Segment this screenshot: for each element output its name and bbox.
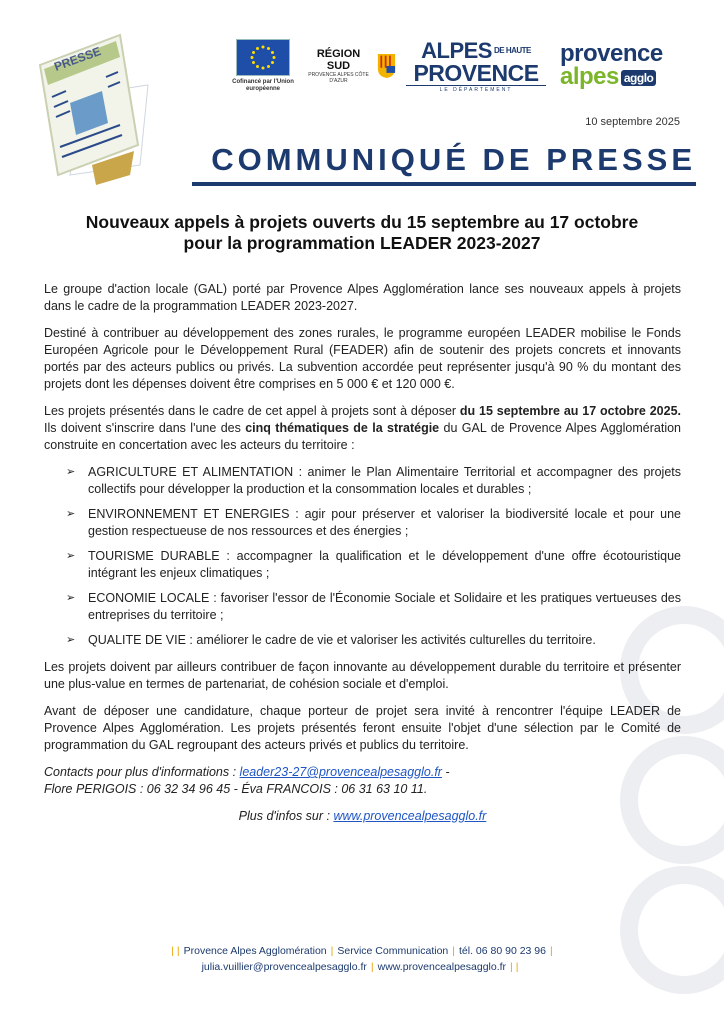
list-item (44, 590, 681, 624)
eu-caption: Cofinancé par l'Union européenne (232, 79, 294, 92)
more-info (44, 808, 681, 825)
region-name-line2: SUD (326, 60, 351, 72)
provence-alpes-agglo-logo (560, 40, 688, 90)
list-item (44, 632, 681, 649)
footer-separator: | (370, 961, 374, 973)
dates-text-a: Les projets présentés dans le cadre de cet appel à projets sont à déposer (44, 404, 460, 418)
title-underline-bar (192, 182, 696, 186)
footer-service: Service Communication (337, 945, 449, 957)
contacts-people: Flore PERIGOIS : 06 32 34 96 45 - Éva FRANCOIS : 06 31 63 10 11. (44, 782, 428, 796)
contacts-block (44, 764, 681, 798)
paragraph-intro: Le groupe d'action locale (GAL) porté par Provence Alpes Agglomération lance ses nouveaux appels à projets dans le cadre de la programmation LEADER 2023-2027. (44, 282, 681, 313)
pa-word-alpes: alpes (560, 63, 619, 90)
region-name (304, 48, 373, 84)
arrow-bullet-icon: ➢ (66, 634, 76, 646)
eu-flag-icon (236, 39, 290, 76)
arrow-bullet-icon: ➢ (66, 508, 76, 520)
paragraph-program: Destiné à contribuer au développement des zones rurales, le programme européen LEADER mobilise le Fonds Européen Agricole pour le Développement Rural (FEADER) afin de soutenir des projets concrets et innovants portés par des acteurs publics ou privés. La subvention accordée peut représenter jusqu'à 90 % du montant des projets dont les dépenses doivent être comprises en 5 000 € et 120 000 €. (44, 326, 681, 391)
contacts-label: Contacts pour plus d'informations : (44, 765, 240, 779)
eu-logo (230, 39, 296, 93)
list-item (44, 464, 681, 498)
theme-text: QUALITE DE VIE : améliorer le cadre de vie et valoriser les activités culturelles du territoire. (88, 633, 596, 647)
partner-logos (230, 35, 688, 97)
dates-bold-period: du 15 septembre au 17 octobre 2025. (459, 404, 681, 418)
footer-website[interactable]: www.provencealpesagglo.fr (377, 961, 507, 973)
heading-line2: pour la programmation LEADER 2023-2027 (183, 233, 541, 253)
page-footer (0, 943, 724, 975)
ahp-word-de-haute: DE HAUTE (493, 45, 531, 55)
theme-text: ENVIRONNEMENT ET ENERGIES : agir pour préserver et valoriser la biodiversité locale et pour une gestion respectueuse de nos ressources et des énergies ; (88, 507, 681, 538)
pa-word-provence: provence (560, 40, 663, 67)
footer-separator: | | (510, 961, 519, 973)
alpes-haute-provence-logo (406, 37, 546, 93)
theme-text: TOURISME DURABLE : accompagner la qualification et le développement d'une offre écotouristique intégrant les enjeux climatiques ; (88, 549, 681, 580)
paragraph-dates (44, 403, 681, 454)
footer-separator: | (330, 945, 334, 957)
ahp-word-provence: PROVENCE (413, 59, 539, 86)
pa-word-agglo: agglo (621, 70, 657, 86)
eu-stars-icon (237, 40, 289, 75)
theme-text: AGRICULTURE ET ALIMENTATION : animer le Plan Alimentaire Territorial et accompagner des projets collectifs pour développer la production et la consommation locales et durables ; (88, 465, 681, 496)
footer-separator: | | (171, 945, 180, 957)
themes-list (44, 464, 681, 649)
release-date: 10 septembre 2025 (585, 116, 680, 128)
paragraph-application: Avant de déposer une candidature, chaque porteur de projet sera invité à rencontrer l'équipe LEADER de Provence Alpes Agglomération. Les projets présentés feront ensuite l'objet d'une sélection par le Comité de programmation du GAL regroupant des acteurs privés et publics du territoire. (44, 704, 681, 752)
press-release-title: COMMUNIQUÉ DE PRESSE (211, 142, 696, 177)
ahp-departement: LE DÉPARTEMENT (406, 85, 546, 93)
arrow-bullet-icon: ➢ (66, 550, 76, 562)
region-coat-of-arms-icon (377, 51, 396, 81)
footer-line1 (0, 943, 724, 959)
list-item (44, 506, 681, 540)
footer-line2 (0, 959, 724, 975)
list-item (44, 548, 681, 582)
release-body (44, 281, 681, 835)
dates-text-c: Ils doivent s'inscrire dans l'une des (44, 421, 246, 435)
footer-org: Provence Alpes Agglomération (183, 945, 327, 957)
paragraph-sustainability: Les projets doivent par ailleurs contribuer de façon innovante au développement durable du territoire et présenter une plus-value en termes de partenariat, de cohésion sociale et d'emploi. (44, 660, 681, 691)
contacts-dash: - (441, 765, 450, 779)
region-name-line1: RÉGION (316, 48, 361, 60)
press-newspaper-illustration (30, 25, 160, 185)
footer-separator: | (452, 945, 455, 957)
website-link[interactable]: www.provencealpesagglo.fr (333, 809, 487, 823)
footer-phone: tél. 06 80 90 23 96 (459, 945, 546, 957)
heading-line1: Nouveaux appels à projets ouverts du 15 septembre au 17 octobre (85, 212, 639, 232)
arrow-bullet-icon: ➢ (66, 466, 76, 478)
region-subtitle: PROVENCE ALPES CÔTE D'AZUR (308, 72, 369, 84)
dates-text-e: du GAL de Provence Alpes Agglomération construite en concertation avec les acteurs du territoire : (44, 421, 682, 452)
arrow-bullet-icon: ➢ (66, 592, 76, 604)
contact-email-link[interactable]: leader23-27@provencealpesagglo.fr (239, 765, 442, 779)
more-info-label: Plus d'infos sur : (238, 809, 334, 823)
footer-separator: | (550, 945, 553, 957)
footer-email[interactable]: julia.vuillier@provencealpesagglo.fr (201, 961, 367, 973)
theme-text: ECONOMIE LOCALE : favoriser l'essor de l'Économie Sociale et Solidaire et les pratiques vertueuses des entreprises du territoire ; (88, 591, 681, 622)
region-sud-logo (304, 48, 396, 84)
release-heading (40, 212, 684, 254)
press-graphic-label: PRESSE (52, 44, 103, 74)
dates-bold-themes: cinq thématiques de la stratégie (245, 421, 440, 435)
ahp-word-alpes: ALPES (421, 37, 492, 63)
